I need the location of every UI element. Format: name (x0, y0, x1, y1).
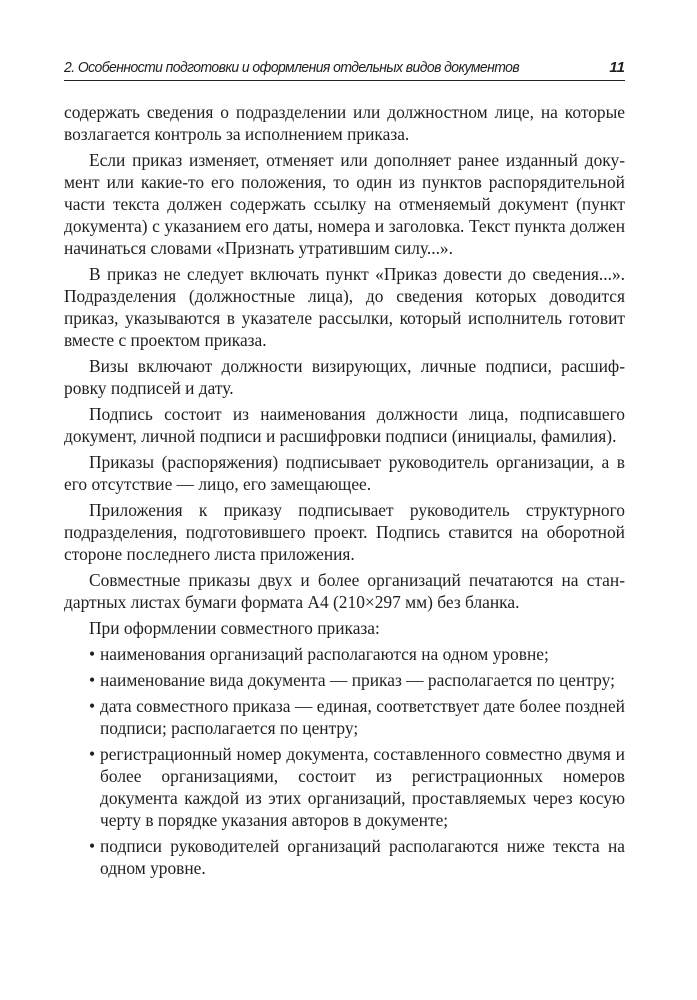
list-item-text: дата совместного приказа — единая, соответствует дате более поздней подписи; располагается по центру; (100, 696, 625, 738)
bullet-marker: • (89, 744, 96, 764)
page-number: 11 (609, 59, 625, 76)
list-item-text: подписи руководителей организаций располагаются ниже текста на одном уровне. (100, 836, 625, 878)
paragraph: Приложения к приказу подписывает руководитель структурного подразделения, подготовившего проект. Подпись ставится на оборотной стороне последнего листа приложения. (64, 500, 625, 564)
chapter-title: 2. Особенности подготовки и оформления отдельных видов документов (64, 59, 520, 76)
paragraph: Если приказ изменяет, отменяет или дополняет ранее изданный документ или какие-то его положения, то один из пунктов распорядительной части текста должен содержать ссылку на отменяемый документ (пункт документа) с указанием его даты, номера и заголовка. Текст пункта должен начинаться словами «Признать утратившим силу...». (64, 150, 625, 258)
paragraph: Подпись состоит из наименования должности лица, подписавшего документ, личной подписи и расшифровки подписи (инициалы, фамилия). (64, 404, 625, 446)
list-item-text: регистрационный номер документа, составленного совместно двумя и более организациями, состоит из регистрационных номеров документа каждой из этих организаций, проставляемых через косую черту в порядке указания авторов в документе; (100, 744, 625, 830)
body-text (64, 101, 625, 883)
list-item (64, 643, 625, 665)
list-item-text: наименования организаций располагаются на одном уровне; (100, 644, 549, 664)
bullet-list (64, 643, 625, 879)
paragraph: Визы включают должности визирующих, личные подписи, расшифровку подписей и дату. (64, 356, 625, 398)
bullet-marker: • (89, 644, 96, 664)
paragraph: В приказ не следует включать пункт «Приказ довести до сведения...». Подразделения (должностные лица), до сведения которых доводится приказ, указываются в указателе рассылки, который исполнитель готовит вместе с проектом приказа. (64, 264, 625, 350)
running-header (64, 58, 625, 81)
paragraph: содержать сведения о подразделении или должностном лице, на которые возлагается контроль за исполнением приказа. (64, 102, 625, 144)
list-item (64, 835, 625, 879)
paragraph: При оформлении совместного приказа: (89, 618, 380, 638)
paragraph: Совместные приказы двух и более организаций печатаются на стандартных листах бумаги формата А4 (210×297 мм) без бланка. (64, 570, 625, 612)
bullet-marker: • (89, 670, 96, 690)
paragraph: Приказы (распоряжения) подписывает руководитель организации, а в его отсутствие — лицо, его замещающее. (64, 452, 625, 494)
bullet-marker: • (89, 696, 96, 716)
list-item-text: наименование вида документа — приказ — располагается по центру; (100, 670, 615, 690)
list-item (64, 695, 625, 739)
bullet-marker: • (89, 836, 96, 856)
list-item (64, 669, 625, 691)
list-item (64, 743, 625, 831)
